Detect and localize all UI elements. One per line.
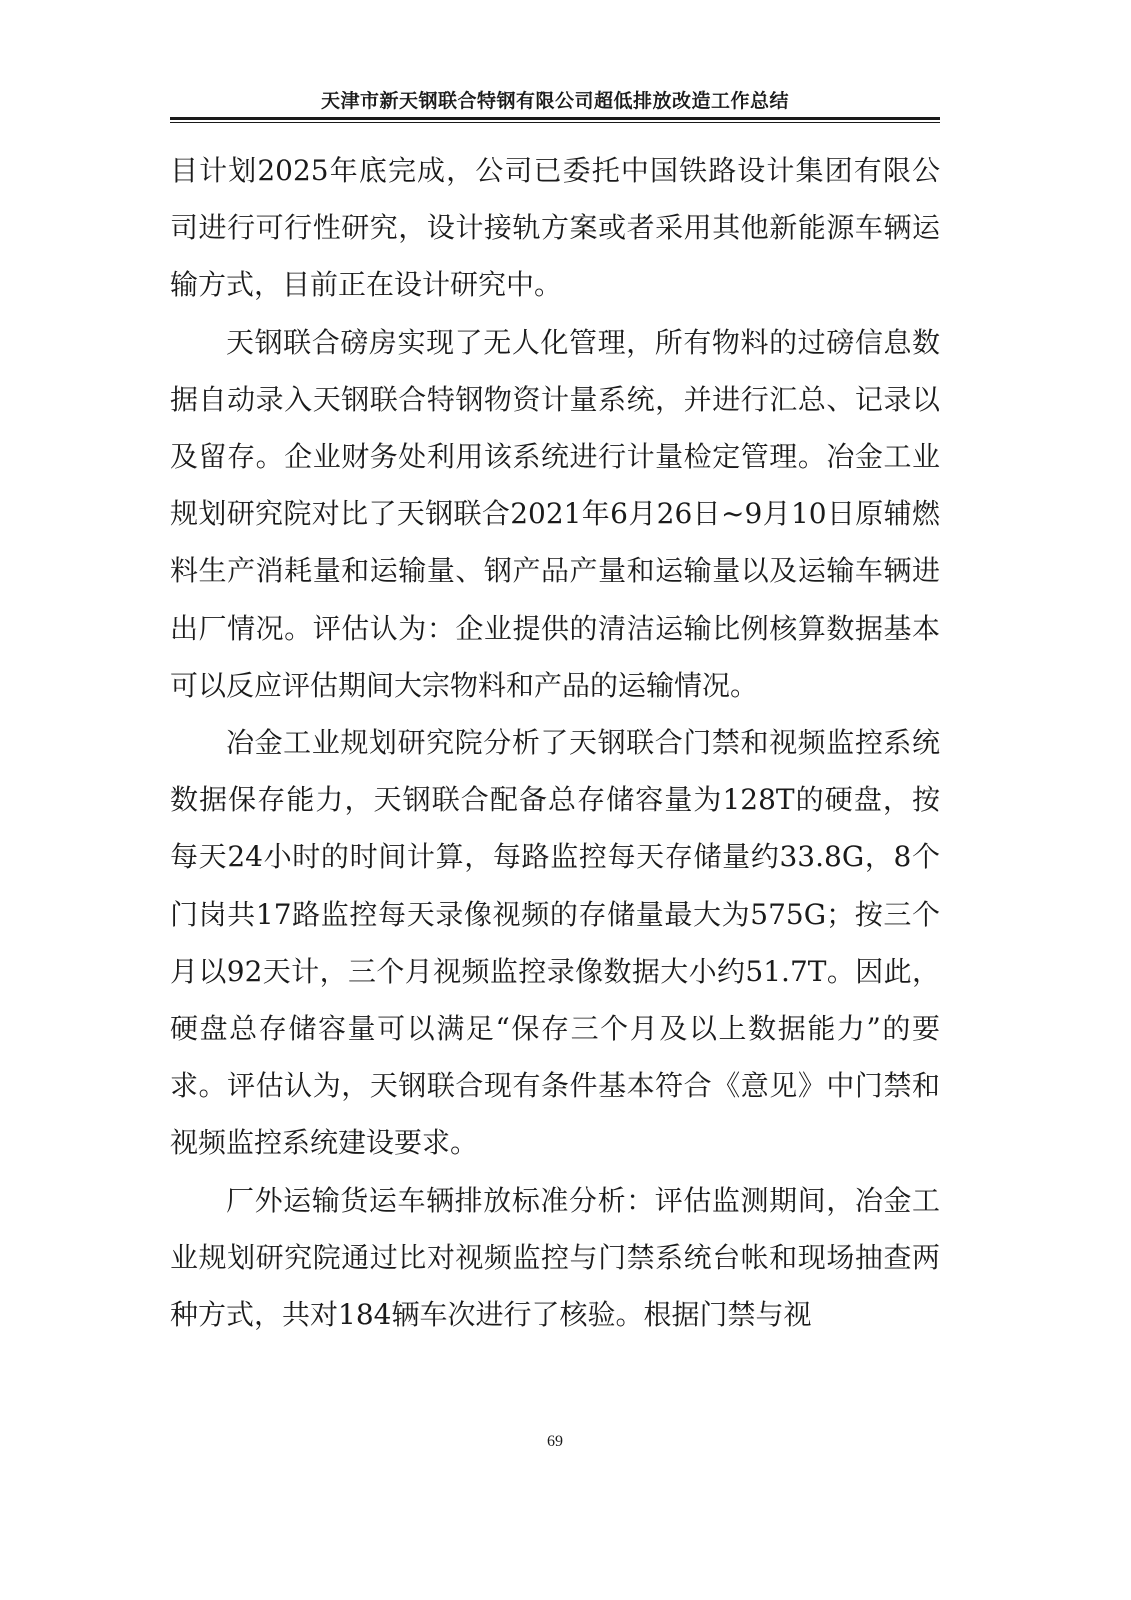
page-number: 69	[547, 1433, 563, 1450]
body-paragraph: 天钢联合磅房实现了无人化管理，所有物料的过磅信息数据自动录入天钢联合特钢物资计量系统，并进行汇总、记录以及留存。企业财务处利用该系统进行计量检定管理。冶金工业规划研究院对比了天钢联合2021年6月26日~9月10日原辅燃料生产消耗量和运输量、钢产品产量和运输量以及运输车辆进出厂情况。评估认为：企业提供的清洁运输比例核算数据基本可以反应评估期间大宗物料和产品的运输情况。	[170, 325, 940, 702]
document-body	[170, 142, 940, 1343]
page-header-title: 天津市新天钢联合特钢有限公司超低排放改造工作总结	[320, 90, 789, 112]
body-paragraph: 目计划2025年底完成，公司已委托中国铁路设计集团有限公司进行可行性研究，设计接轨方案或者采用其他新能源车辆运输方式，目前正在设计研究中。	[170, 154, 940, 302]
header-rule-thin	[170, 122, 940, 123]
body-paragraph: 厂外运输货运车辆排放标准分析：评估监测期间，冶金工业规划研究院通过比对视频监控与门禁系统台帐和现场抽查两种方式，共对184辆车次进行了核验。根据门禁与视	[170, 1183, 940, 1332]
body-paragraph: 冶金工业规划研究院分析了天钢联合门禁和视频监控系统数据保存能力，天钢联合配备总存储容量为128T的硬盘，按每天24小时的时间计算，每路监控每天存储量约33.8G，8个门岗共17路监控每天录像视频的存储量最大为575G；按三个月以92天计，三个月视频监控录像数据大小约51.7T。因此，硬盘总存储容量可以满足“保存三个月及以上数据能力”的要求。评估认为，天钢联合现有条件基本符合《意见》中门禁和视频监控系统建设要求。	[170, 726, 940, 1160]
header-rule	[170, 117, 940, 120]
